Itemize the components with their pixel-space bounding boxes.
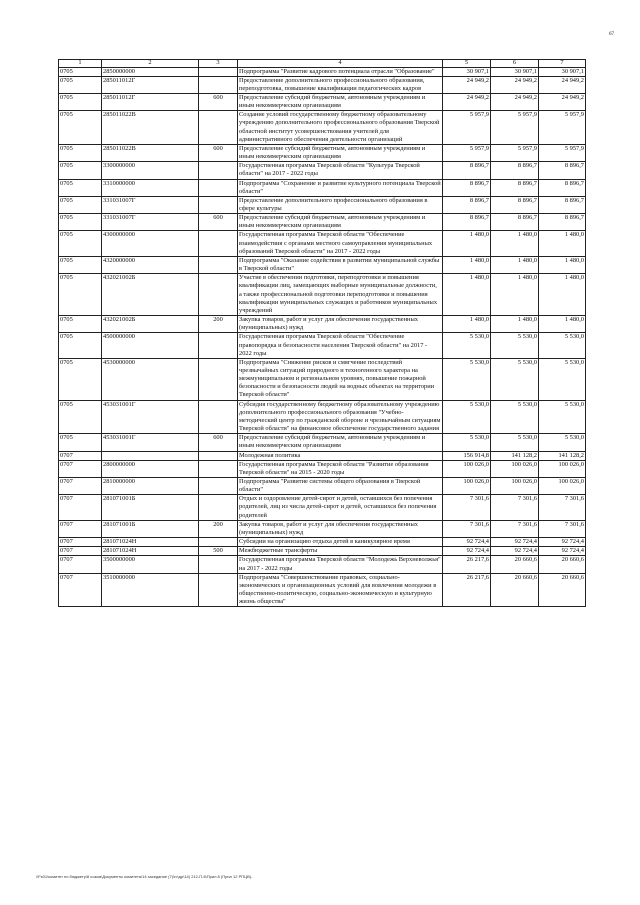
table-row [59, 144, 586, 161]
description-cell: Государственная программа Тверской области "Обеспечение взаимодействия с органами местного самоуправления муниципальных образований Тверской области" на 2017 - 2022 годы [238, 231, 443, 256]
section-code-cell: 0707 [59, 520, 102, 537]
amount-2022-cell: 5 530,0 [539, 333, 586, 358]
amount-2021-cell: 5 530,0 [491, 358, 539, 400]
amount-2020-cell: 8 896,7 [443, 179, 491, 196]
amount-2021-cell: 30 907,1 [491, 67, 539, 76]
amount-2021-cell: 92 724,4 [491, 547, 539, 556]
target-article-cell: 331031007Г [102, 214, 199, 231]
expense-type-cell: 200 [199, 520, 238, 537]
amount-2021-cell: 141 128,2 [491, 451, 539, 460]
amount-2021-cell: 20 660,6 [491, 573, 539, 607]
description-cell: Государственная программа Тверской области "Культура Тверской области" на 2017 - 2022 годы [238, 162, 443, 179]
section-code-cell: 0705 [59, 358, 102, 400]
amount-2022-cell: 92 724,4 [539, 538, 586, 547]
amount-2022-cell: 20 660,6 [539, 573, 586, 607]
table-header-row [59, 60, 586, 68]
description-cell: Субсидии на организацию отдыха детей в каникулярное время [238, 538, 443, 547]
expense-type-cell [199, 179, 238, 196]
section-code-cell: 0707 [59, 573, 102, 607]
section-code-cell: 0705 [59, 231, 102, 256]
amount-2022-cell: 5 957,9 [539, 111, 586, 145]
amount-2021-cell: 5 530,0 [491, 434, 539, 451]
expense-type-cell: 600 [199, 144, 238, 161]
expense-type-cell [199, 478, 238, 495]
target-article-cell: 453031001Г [102, 434, 199, 451]
amount-2021-cell: 1 480,0 [491, 256, 539, 273]
target-article-cell: 453031001Г [102, 400, 199, 434]
description-cell: Молодежная политика [238, 451, 443, 460]
target-article-cell: 331031007Г [102, 196, 199, 213]
expense-type-cell [199, 495, 238, 520]
target-article-cell: 3300000000 [102, 162, 199, 179]
amount-2020-cell: 156 914,8 [443, 451, 491, 460]
amount-2020-cell: 24 949,2 [443, 76, 491, 93]
amount-2021-cell: 20 660,6 [491, 556, 539, 573]
amount-2020-cell: 30 907,1 [443, 67, 491, 76]
amount-2020-cell: 100 026,0 [443, 478, 491, 495]
description-cell: Межбюджетные трансферты [238, 547, 443, 556]
amount-2020-cell: 92 724,4 [443, 538, 491, 547]
description-cell: Предоставление дополнительного профессионального образования, переподготовка, повышение квалификации педагогических кадров [238, 76, 443, 93]
amount-2022-cell: 5 530,0 [539, 434, 586, 451]
description-cell: Предоставление субсидий бюджетным, автономным учреждениям и иным некоммерческим организациям [238, 144, 443, 161]
table-row [59, 451, 586, 460]
description-cell: Государственная программа Тверской области "Молодежь Верхневолжья" на 2017 - 2022 годы [239, 556, 441, 572]
target-article-cell: 285011022В [102, 111, 199, 145]
section-code-cell: 0707 [59, 547, 102, 556]
section-code-cell: 0705 [59, 179, 102, 196]
table-row [59, 358, 586, 400]
amount-2021-cell: 1 480,0 [491, 274, 539, 316]
amount-2021-cell: 5 530,0 [491, 400, 539, 434]
amount-2021-cell: 1 480,0 [491, 316, 539, 333]
target-article-cell: 3510000000 [102, 573, 199, 607]
amount-2020-cell: 100 026,0 [443, 460, 491, 477]
target-article-cell: 4300000000 [102, 231, 199, 256]
description-cell: Подпрограмма "Развитие системы общего образования в Тверской области" [238, 478, 443, 495]
table-row [59, 434, 586, 451]
table-row [59, 111, 586, 145]
section-code-cell: 0705 [59, 93, 102, 110]
section-code-cell: 0705 [59, 256, 102, 273]
target-article-cell: 432021002Б [102, 316, 199, 333]
amount-2021-cell: 92 724,4 [491, 538, 539, 547]
description-cell: Предоставление субсидий бюджетным, автономным учреждениям и иным некоммерческим организациям [238, 214, 443, 231]
section-code-cell: 0705 [59, 434, 102, 451]
amount-2022-cell: 1 480,0 [539, 231, 586, 256]
footer-file-path: \\Fs01\комитет по бюджету\8 созыв\Документы комитета\14 заседание (7)\гс\др\14) 212-П-6\Прил 8 (Прил 12 РПЦВ)- [36, 874, 253, 879]
amount-2020-cell: 5 530,0 [443, 358, 491, 400]
amount-2021-cell: 8 896,7 [491, 179, 539, 196]
table-row [59, 231, 586, 256]
expense-type-cell [199, 556, 238, 573]
target-article-cell: 281071024Н [102, 547, 199, 556]
description-cell: Субсидия государственному бюджетному образовательному учреждению дополнительного профессионального образования "Учебно-методический центр по гражданской обороне и чрезвычайным ситуациям Тверской области" на финансовое обеспечение государственного задания [238, 400, 443, 434]
amount-2022-cell: 7 301,6 [539, 495, 586, 520]
amount-2022-cell: 5 957,9 [539, 144, 586, 161]
expense-type-cell [199, 274, 238, 316]
description-cell: Закупка товаров, работ и услуг для обеспечения государственных (муниципальных) нужд [238, 520, 443, 537]
amount-2021-cell: 8 896,7 [491, 162, 539, 179]
table-row [59, 316, 586, 333]
amount-2021-cell: 7 301,6 [491, 495, 539, 520]
amount-2022-cell: 24 949,2 [539, 76, 586, 93]
expense-type-cell [199, 231, 238, 256]
table-row [59, 256, 586, 273]
amount-2021-cell: 5 957,9 [491, 144, 539, 161]
target-article-cell [102, 451, 199, 460]
amount-2020-cell: 5 530,0 [443, 434, 491, 451]
amount-2020-cell: 5 957,9 [443, 144, 491, 161]
target-article-cell: 4530000000 [102, 358, 199, 400]
header-cell: 5 [443, 60, 491, 68]
expense-type-cell [199, 538, 238, 547]
expense-type-cell [199, 451, 238, 460]
amount-2020-cell: 5 957,9 [443, 111, 491, 145]
table-row [59, 573, 586, 607]
section-code-cell: 0707 [59, 460, 102, 477]
amount-2020-cell: 8 896,7 [443, 196, 491, 213]
description-cell: Подпрограмма "Сохранение и развитие культурного потенциала Тверской области" [239, 179, 441, 195]
expense-type-cell: 600 [199, 93, 238, 110]
table-row [59, 400, 586, 434]
description-cell: Подпрограмма "Оказание содействия в развитии муниципальной службы в Тверской области" [238, 256, 443, 273]
amount-2022-cell: 5 530,0 [539, 358, 586, 400]
section-code-cell: 0705 [59, 144, 102, 161]
expense-type-cell [199, 400, 238, 434]
description-cell: Подпрограмма "Развитие кадрового потенциала отрасли "Образование" [238, 67, 443, 76]
section-code-cell: 0705 [59, 316, 102, 333]
expense-type-cell: 500 [199, 547, 238, 556]
amount-2021-cell: 24 949,2 [491, 76, 539, 93]
description-cell: Закупка товаров, работ и услуг для обеспечения государственных (муниципальных) нужд [238, 316, 443, 333]
amount-2022-cell: 30 907,1 [539, 67, 586, 76]
amount-2020-cell: 1 480,0 [443, 316, 491, 333]
table-row [59, 520, 586, 537]
amount-2021-cell: 5 530,0 [491, 333, 539, 358]
description-cell: Подпрограмма "Совершенствование правовых, социально-экономических и организационных условий для вовлечения молодежи в общественно-политическую, социально-экономическую и культурную жизнь общества" [238, 573, 443, 607]
section-code-cell: 0707 [59, 451, 102, 460]
table-row [59, 67, 586, 76]
target-article-cell: 432021002Б [102, 274, 199, 316]
amount-2022-cell: 20 660,6 [539, 556, 586, 573]
table-row [59, 556, 586, 573]
description-cell: Государственная программа Тверской области "Обеспечение правопорядка и безопасности населения Тверской области" на 2017 - 2022 годы [238, 333, 443, 358]
expense-type-cell [199, 162, 238, 179]
amount-2022-cell: 1 480,0 [539, 316, 586, 333]
table-row [59, 214, 586, 231]
amount-2022-cell: 8 896,7 [539, 196, 586, 213]
table-row [59, 93, 586, 110]
description-cell: Предоставление субсидий бюджетным, автономным учреждениям и иным некоммерческим организациям [238, 434, 443, 451]
expense-type-cell [199, 256, 238, 273]
amount-2020-cell: 26 217,6 [443, 556, 491, 573]
amount-2020-cell: 26 217,6 [443, 573, 491, 607]
target-article-cell: 2850000000 [102, 67, 199, 76]
amount-2022-cell: 100 026,0 [539, 460, 586, 477]
amount-2022-cell: 1 480,0 [539, 256, 586, 273]
section-code-cell: 0707 [59, 538, 102, 547]
table-row [59, 162, 586, 179]
header-cell: 4 [238, 60, 443, 68]
section-code-cell: 0705 [59, 76, 102, 93]
amount-2020-cell: 8 896,7 [443, 214, 491, 231]
section-code-cell: 0705 [59, 111, 102, 145]
description-cell: Предоставление субсидий бюджетным, автономным учреждениям и иным некоммерческим организациям [238, 93, 443, 110]
expense-type-cell: 600 [199, 434, 238, 451]
description-cell: Отдых и оздоровление детей-сирот и детей, оставшихся без попечения родителей, лиц из числа детей-сирот и детей, оставшихся без попечения родителей [238, 495, 443, 520]
amount-2020-cell: 7 301,6 [443, 495, 491, 520]
amount-2022-cell: 141 128,2 [539, 451, 586, 460]
target-article-cell: 2800000000 [102, 460, 199, 477]
table-row [59, 547, 586, 556]
target-article-cell: 281071001Б [102, 495, 199, 520]
target-article-cell: 281071001Б [102, 520, 199, 537]
description-cell: Предоставление дополнительного профессионального образования в сфере культуры [238, 196, 443, 213]
table-row [59, 76, 586, 93]
expense-type-cell [199, 460, 238, 477]
table-row [59, 538, 586, 547]
section-code-cell: 0707 [59, 495, 102, 520]
expense-type-cell [199, 333, 238, 358]
amount-2022-cell: 92 724,4 [539, 547, 586, 556]
description-cell: Подпрограмма "Снижение рисков и смягчение последствий чрезвычайных ситуаций природного и техногенного характера на межмуниципальном и региональном уровнях, повышение пожарной безопасности и безопасности людей на водных объектах на территории Тверской области" [238, 358, 443, 400]
amount-2021-cell: 5 957,9 [491, 111, 539, 145]
amount-2022-cell: 8 896,7 [539, 214, 586, 231]
amount-2022-cell: 7 301,6 [539, 520, 586, 537]
target-article-cell: 285011012Г [102, 93, 199, 110]
expense-type-cell [199, 573, 238, 607]
expense-type-cell: 600 [199, 214, 238, 231]
target-article-cell: 4320000000 [102, 256, 199, 273]
amount-2021-cell: 100 026,0 [491, 478, 539, 495]
amount-2020-cell: 1 480,0 [443, 274, 491, 316]
target-article-cell: 281071024Н [102, 538, 199, 547]
table-row [59, 196, 586, 213]
description-cell: Государственная программа Тверской области "Развитие образования Тверской области" на 2015 - 2020 годы [238, 460, 443, 477]
amount-2020-cell: 1 480,0 [443, 231, 491, 256]
amount-2020-cell: 92 724,4 [443, 547, 491, 556]
table-row [59, 460, 586, 477]
target-article-cell: 2810000000 [102, 478, 199, 495]
target-article-cell: 3500000000 [102, 556, 199, 573]
section-code-cell: 0705 [59, 214, 102, 231]
amount-2022-cell: 8 896,7 [539, 162, 586, 179]
amount-2021-cell: 7 301,6 [491, 520, 539, 537]
amount-2022-cell: 5 530,0 [539, 400, 586, 434]
description-cell: Участие в обеспечении подготовки, переподготовки и повышения квалификации лиц, замещающих выборные муниципальные должности, а также профессиональной подготовки переподготовки и повышения квалификации муниципальных служащих и работников муниципальных учреждений [238, 274, 443, 316]
amount-2020-cell: 24 949,2 [443, 93, 491, 110]
amount-2020-cell: 8 896,7 [443, 162, 491, 179]
amount-2020-cell: 5 530,0 [443, 333, 491, 358]
page-number: 67 [609, 32, 614, 37]
header-cell: 3 [199, 60, 238, 68]
header-cell: 6 [491, 60, 539, 68]
section-code-cell: 0705 [59, 162, 102, 179]
header-cell: 1 [59, 60, 102, 68]
section-code-cell: 0705 [59, 400, 102, 434]
expense-type-cell: 200 [199, 316, 238, 333]
table-row [59, 495, 586, 520]
amount-2022-cell: 8 896,7 [539, 179, 586, 196]
target-article-cell: 4500000000 [102, 333, 199, 358]
table-row [59, 478, 586, 495]
section-code-cell: 0705 [59, 274, 102, 316]
amount-2020-cell: 7 301,6 [443, 520, 491, 537]
amount-2022-cell: 1 480,0 [539, 274, 586, 316]
amount-2022-cell: 100 026,0 [539, 478, 586, 495]
amount-2021-cell: 8 896,7 [491, 214, 539, 231]
section-code-cell: 0707 [59, 556, 102, 573]
expense-type-cell [199, 358, 238, 400]
section-code-cell: 0705 [59, 196, 102, 213]
expense-type-cell [199, 196, 238, 213]
budget-table [58, 59, 586, 607]
description-cell: Создание условий государственному бюджетному образовательному учреждению дополнительного профессионального образования Тверской областной институт усовершенствования учителей для административного обеспечения деятельности организаций [238, 111, 443, 145]
amount-2021-cell: 1 480,0 [491, 231, 539, 256]
amount-2021-cell: 24 949,2 [491, 93, 539, 110]
amount-2020-cell: 5 530,0 [443, 400, 491, 434]
target-article-cell: 285011012Г [102, 76, 199, 93]
expense-type-cell [199, 111, 238, 145]
amount-2021-cell: 8 896,7 [491, 196, 539, 213]
section-code-cell: 0705 [59, 333, 102, 358]
header-cell: 2 [102, 60, 199, 68]
amount-2020-cell: 1 480,0 [443, 256, 491, 273]
expense-type-cell [199, 76, 238, 93]
target-article-cell: 285011022В [102, 144, 199, 161]
section-code-cell: 0707 [59, 478, 102, 495]
target-article-cell: 3310000000 [102, 179, 199, 196]
table-row [59, 179, 586, 196]
amount-2021-cell: 100 026,0 [491, 460, 539, 477]
table-row [59, 333, 586, 358]
section-code-cell: 0705 [59, 67, 102, 76]
table-row [59, 274, 586, 316]
amount-2022-cell: 24 949,2 [539, 93, 586, 110]
header-cell: 7 [539, 60, 586, 68]
expense-type-cell [199, 67, 238, 76]
